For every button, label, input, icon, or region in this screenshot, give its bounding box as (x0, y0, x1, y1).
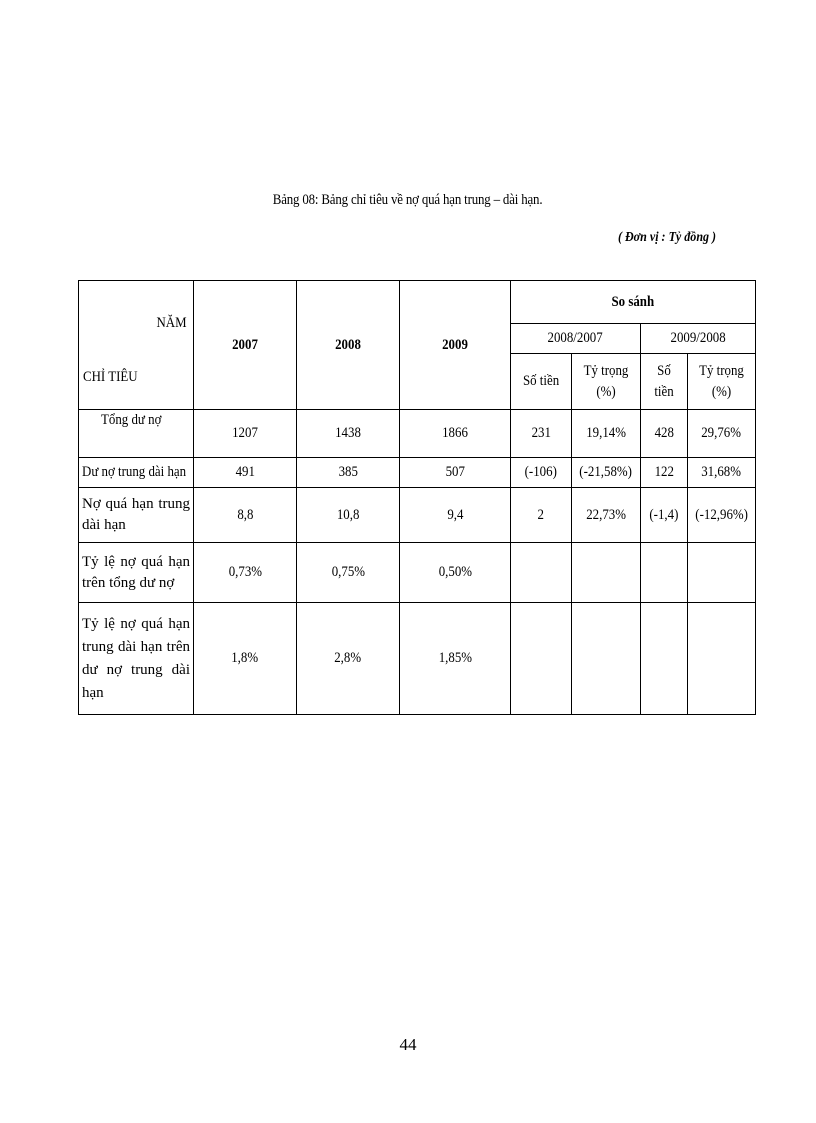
table-cell: 9,4 (400, 488, 511, 543)
table-row (79, 410, 756, 458)
sub-header: Số tiền (511, 354, 572, 410)
table-cell: (-12,96%) (688, 488, 756, 543)
table-cell: 0,75% (297, 543, 400, 603)
row-label: Tỷ lệ nợ quá hạn trung dài hạn trên dư nợ trung dài hạn (79, 603, 194, 715)
row-label: Tổng dư nợ (79, 410, 194, 458)
table-cell: 22,73% (572, 488, 641, 543)
sub-header: Tỷ trọng (%) (572, 354, 641, 410)
table-cell: 1438 (297, 410, 400, 458)
table-title: Bảng 08: Bảng chỉ tiêu về nợ quá hạn trung – dài hạn. (272, 192, 543, 208)
period-header: 2009/2008 (641, 324, 756, 354)
corner-indicator-label: CHỈ TIÊU (83, 369, 138, 385)
table-cell (511, 543, 572, 603)
table-cell (572, 543, 641, 603)
table-cell: 1207 (194, 410, 297, 458)
corner-header-cell (79, 281, 194, 410)
table-cell: 29,76% (688, 410, 756, 458)
sub-header: Số tiền (641, 354, 688, 410)
table-cell: 231 (511, 410, 572, 458)
table-cell (641, 543, 688, 603)
table-cell: 385 (297, 458, 400, 488)
table-row (79, 458, 756, 488)
unit-note: ( Đơn vị : Tỷ đồng ) (617, 230, 716, 245)
table-cell: (-106) (511, 458, 572, 488)
row-label: Dư nợ trung dài hạn (79, 458, 194, 488)
table-cell: 1,85% (400, 603, 511, 715)
table-cell: 122 (641, 458, 688, 488)
table-row (79, 603, 756, 715)
table-cell (688, 603, 756, 715)
row-label: Nợ quá hạn trung dài hạn (79, 488, 194, 543)
table-cell: 0,73% (194, 543, 297, 603)
table-cell: (-21,58%) (572, 458, 641, 488)
table-cell: 1,8% (194, 603, 297, 715)
table-row (79, 543, 756, 603)
table-cell (641, 603, 688, 715)
compare-header: So sánh (511, 281, 756, 324)
page-number: 44 (399, 1035, 417, 1054)
table-cell: 0,50% (400, 543, 511, 603)
table-cell: 1866 (400, 410, 511, 458)
table-cell: 31,68% (688, 458, 756, 488)
table-cell (688, 543, 756, 603)
year-header: 2007 (194, 281, 297, 410)
table-cell (572, 603, 641, 715)
year-header: 2008 (297, 281, 400, 410)
corner-year-label: NĂM (156, 315, 187, 331)
table-cell: 428 (641, 410, 688, 458)
year-header: 2009 (400, 281, 511, 410)
table-row (79, 488, 756, 543)
table-cell: (-1,4) (641, 488, 688, 543)
data-table (78, 280, 756, 715)
table-cell: 8,8 (194, 488, 297, 543)
table-cell: 491 (194, 458, 297, 488)
table-cell (511, 603, 572, 715)
table-cell: 19,14% (572, 410, 641, 458)
table-cell: 507 (400, 458, 511, 488)
period-header: 2008/2007 (511, 324, 641, 354)
sub-header: Tỷ trọng (%) (688, 354, 756, 410)
row-label: Tỷ lệ nợ quá hạn trên tổng dư nợ (79, 543, 194, 603)
table-cell: 2,8% (297, 603, 400, 715)
table-cell: 2 (511, 488, 572, 543)
table-cell: 10,8 (297, 488, 400, 543)
